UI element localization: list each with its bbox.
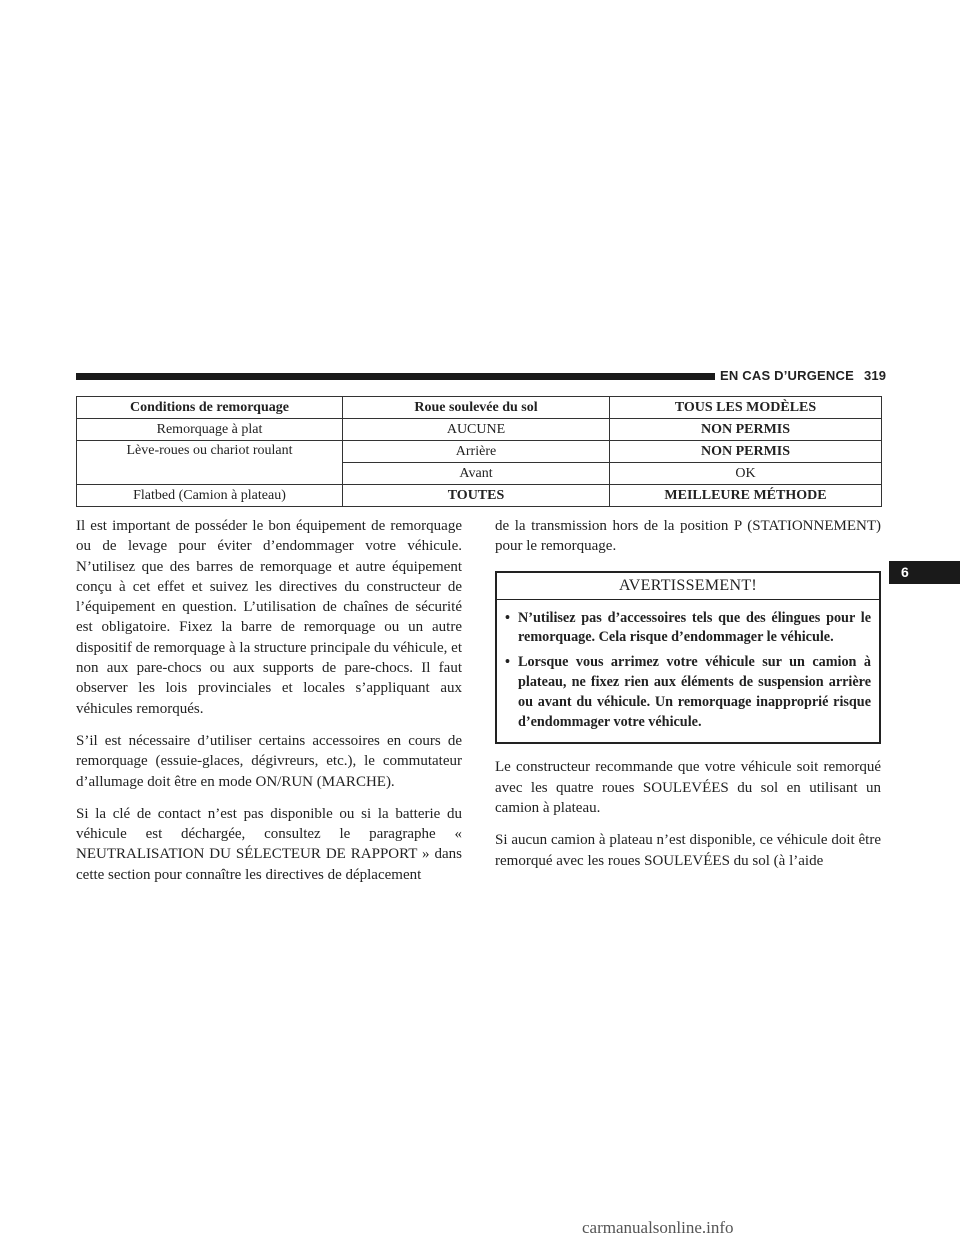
warning-item <box>505 609 871 649</box>
bullet-icon: • <box>505 609 510 626</box>
paragraph: de la transmission hors de la position P (STATIONNEMENT) pour le remorquage. <box>495 518 881 555</box>
left-column <box>76 516 462 897</box>
towing-conditions-table <box>76 396 882 507</box>
right-column <box>495 516 881 883</box>
table-cell: Avant <box>343 463 610 485</box>
paragraph: Si la clé de contact n’est pas disponible ou si la batterie du véhicule est déchargée, consultez le paragraphe « NEUTRALISATION DU SÉLECTEUR DE RAPPORT » dans cette section pour connaître les directives de déplacement <box>76 805 462 883</box>
paragraph: Le constructeur recommande que votre véhicule soit remorqué avec les quatre roues SOULEVÉES du sol en utilisant un camion à plateau. <box>495 759 881 816</box>
table-cell: NON PERMIS <box>610 441 882 463</box>
chapter-tab[interactable]: 6 <box>889 561 960 584</box>
paragraph: Il est important de posséder le bon équipement de remorquage ou de levage pour éviter d’endommager votre véhicule. N’utilisez que des barres de remorquage et autre équipement conçu à cet effet et suivez les directives du constructeur de l’équipement en question. L’utilisation de chaînes de sécurité est obligatoire. Fixez la barre de remorquage ou un autre dispositif de remorquage à la structure principale du véhicule, et non aux pare-chocs ou aux supports de pare-chocs. Il faut observer les lois provinciales et locales s’appliquant aux véhicules remorqués. <box>76 518 462 717</box>
table-cell: Arrière <box>343 441 610 463</box>
watermark: carmanualsonline.info <box>582 1218 734 1237</box>
warning-item <box>505 653 871 732</box>
paragraph: S’il est nécessaire d’utiliser certains accessoires en cours de remorquage (essuie-glaces, dégivreurs, etc.), le commutateur d’allumage doit être en mode ON/RUN (MARCHE). <box>76 732 462 790</box>
table-cell: Remorquage à plat <box>77 419 343 441</box>
table-row <box>77 485 882 507</box>
warning-text: N’utilisez pas d’accessoires tels que des élingues pour le remorquage. Cela risque d’endommager le véhicule. <box>518 609 871 646</box>
table-cell: Lève-roues ou chariot roulant <box>77 441 343 485</box>
table-cell: MEILLEURE MÉTHODE <box>610 485 882 507</box>
table-cell: NON PERMIS <box>610 419 882 441</box>
table-header-cell: Roue soulevée du sol <box>343 397 610 419</box>
bullet-icon: • <box>505 654 510 671</box>
table-cell: OK <box>610 463 882 485</box>
running-header <box>720 368 886 383</box>
warning-list <box>497 600 879 743</box>
table-row <box>77 419 882 441</box>
table-header-cell: Conditions de remorquage <box>77 397 343 419</box>
paragraph: Si aucun camion à plateau n’est disponible, ce véhicule doit être remorqué avec les roues SOULEVÉES du sol (à l’aide <box>495 832 881 869</box>
table-cell: TOUTES <box>343 485 610 507</box>
warning-box <box>495 571 881 745</box>
table-cell: AUCUNE <box>343 419 610 441</box>
page-number: 319 <box>863 368 887 383</box>
header-rule <box>76 373 715 380</box>
warning-title: AVERTISSEMENT! <box>497 573 879 600</box>
warning-text: Lorsque vous arrimez votre véhicule sur un camion à plateau, ne fixez rien aux éléments de suspension arrière ou avant du véhicule. Un remorquage inapproprié risque d’endommager votre véhicule. <box>518 654 871 730</box>
table-header-row <box>77 397 882 419</box>
table-header-cell: TOUS LES MODÈLES <box>610 397 882 419</box>
table-row <box>77 441 882 463</box>
table-cell: Flatbed (Camion à plateau) <box>77 485 343 507</box>
section-title: EN CAS D’URGENCE <box>720 368 854 383</box>
